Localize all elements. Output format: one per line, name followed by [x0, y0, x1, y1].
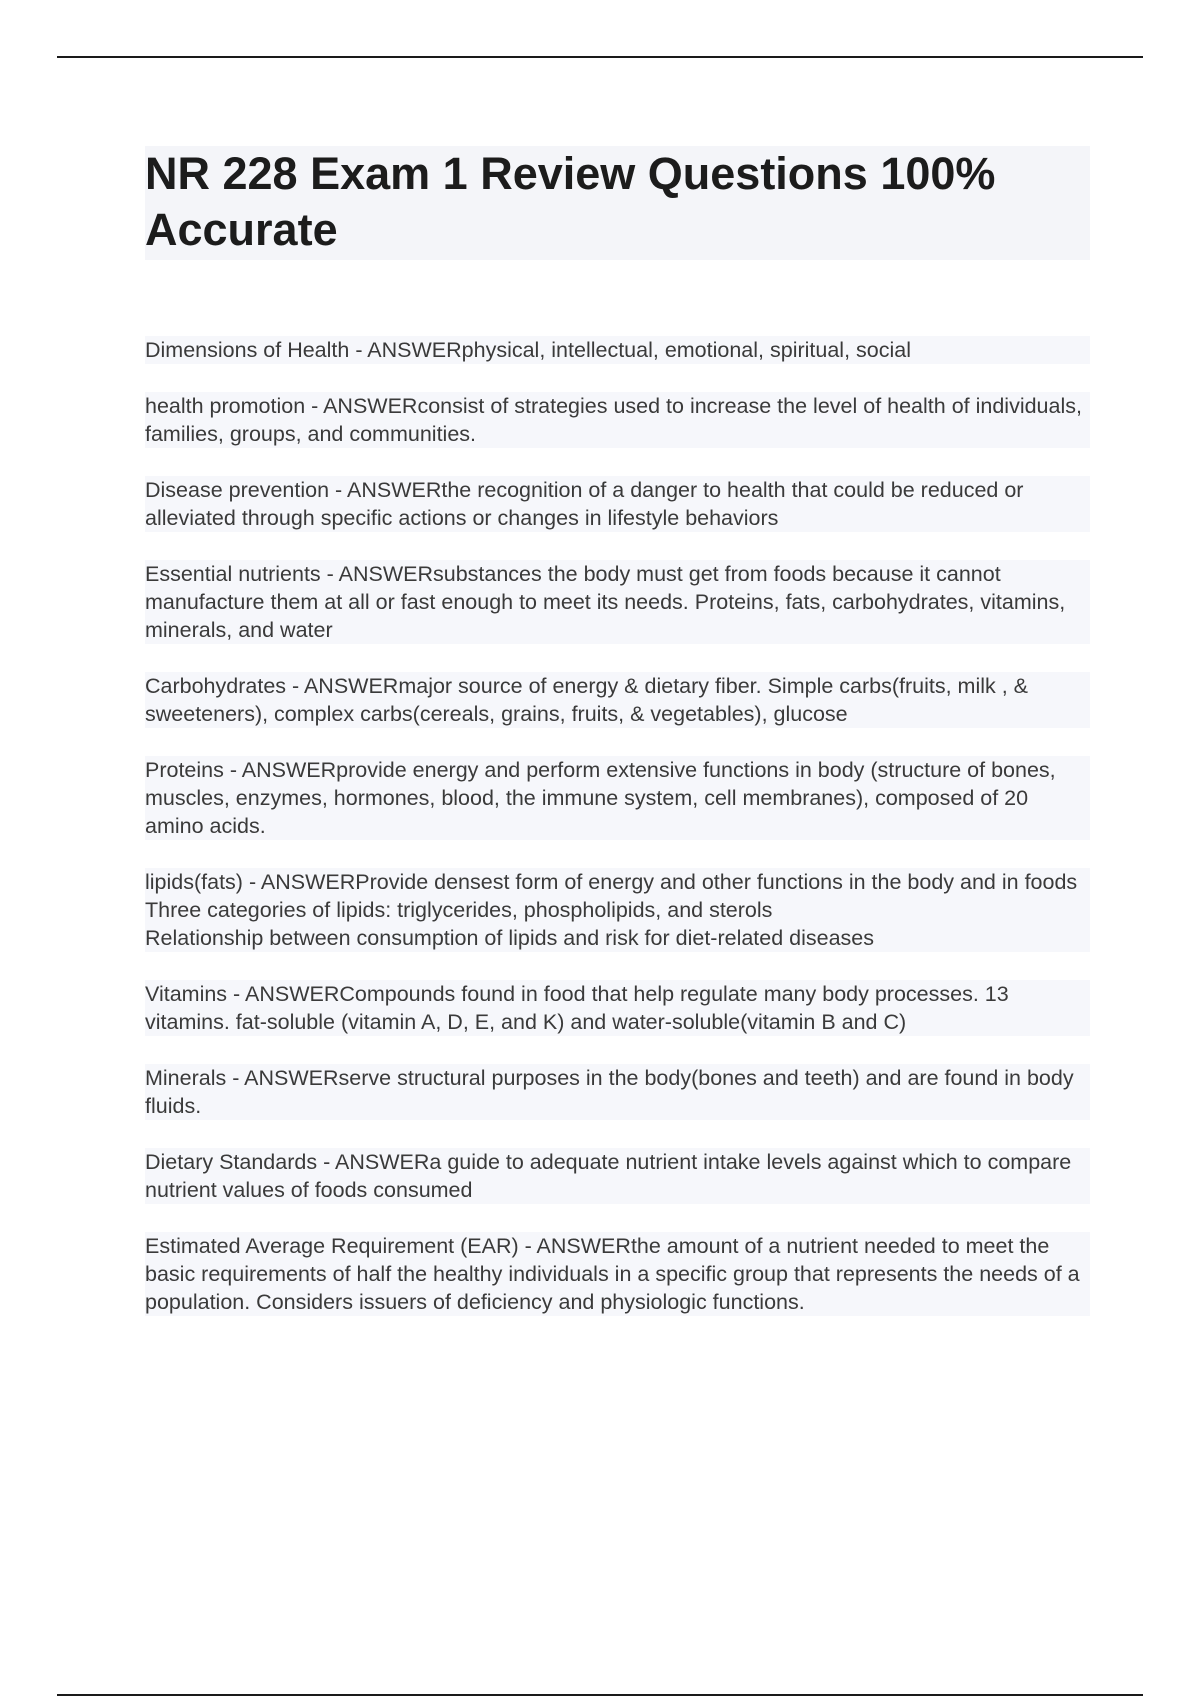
qa-term: health promotion	[145, 394, 306, 418]
qa-answer: Compounds found in food that help regulate many body processes. 13 vitamins. fat-soluble (vitamin A, D, E, and K) and water-soluble(vitamin B and C)	[145, 982, 1009, 1034]
qa-separator: - ANSWER	[227, 982, 340, 1006]
bottom-rule	[57, 1694, 1143, 1696]
qa-answer: consist of strategies used to increase the level of health of individuals, families, groups, and communities.	[145, 394, 1082, 446]
qa-term: Vitamins	[145, 982, 228, 1006]
qa-item	[145, 672, 1090, 728]
document-body	[145, 146, 1090, 1344]
qa-term: Estimated Average Requirement (EAR)	[145, 1234, 519, 1258]
qa-answer: serve structural purposes in the body(bones and teeth) and are found in body fluids.	[145, 1066, 1074, 1118]
qa-term: Disease prevention	[145, 478, 330, 502]
qa-term: Essential nutrients	[145, 562, 321, 586]
qa-item	[145, 756, 1090, 840]
qa-answer: provide energy and perform extensive functions in body (structure of bones, muscles, enzymes, hormones, blood, the immune system, cell membranes), composed of 20 amino acids.	[145, 758, 1056, 838]
qa-item	[145, 560, 1090, 644]
qa-term: Minerals	[145, 1066, 227, 1090]
qa-separator: - ANSWER	[286, 674, 399, 698]
qa-item	[145, 980, 1090, 1036]
qa-term: Dietary Standards	[145, 1150, 318, 1174]
qa-term: Dimensions of Health	[145, 338, 350, 362]
qa-separator: - ANSWER	[317, 1150, 430, 1174]
qa-item	[145, 1232, 1090, 1316]
qa-list	[145, 336, 1090, 1316]
qa-term: Proteins	[145, 758, 224, 782]
qa-separator: - ANSWER	[242, 870, 356, 894]
qa-separator: - ANSWER	[349, 338, 462, 362]
qa-answer: the amount of a nutrient needed to meet the basic requirements of half the healthy individuals in a specific group that represents the needs of a population. Considers issuers of deficiency and physiologic functions.	[145, 1234, 1080, 1314]
qa-item	[145, 476, 1090, 532]
qa-answer: the recognition of a danger to health that could be reduced or alleviated through specific actions or changes in lifestyle behaviors	[145, 478, 1024, 530]
qa-term: Carbohydrates	[145, 674, 287, 698]
qa-item	[145, 336, 1090, 364]
qa-separator: - ANSWER	[320, 562, 433, 586]
qa-answer: substances the body must get from foods because it cannot manufacture them at all or fast enough to meet its needs. Proteins, fats, carbohydrates, vitamins, minerals, and water	[145, 562, 1066, 642]
qa-answer: a guide to adequate nutrient intake levels against which to compare nutrient values of foods consumed	[145, 1150, 1072, 1202]
qa-term: lipids(fats)	[145, 870, 243, 894]
qa-separator: - ANSWER	[226, 1066, 339, 1090]
qa-item	[145, 1148, 1090, 1204]
qa-answer: physical, intellectual, emotional, spiritual, social	[461, 338, 911, 362]
qa-item	[145, 1064, 1090, 1120]
qa-separator: - ANSWER	[305, 394, 418, 418]
qa-answer: Provide densest form of energy and other functions in the body and in foods Three categories of lipids: triglycerides, phospholipids, and sterols Relationship between consumption of lipids and risk for diet-related diseases	[145, 870, 1078, 950]
qa-item	[145, 392, 1090, 448]
qa-separator: - ANSWER	[518, 1234, 631, 1258]
top-rule	[57, 56, 1143, 58]
qa-item	[145, 868, 1090, 952]
qa-answer: major source of energy & dietary fiber. Simple carbs(fruits, milk , & sweeteners), complex carbs(cereals, grains, fruits, & vegetables), glucose	[145, 674, 1029, 726]
document-title: NR 228 Exam 1 Review Questions 100% Accurate	[145, 146, 1090, 260]
qa-separator: - ANSWER	[329, 478, 442, 502]
qa-separator: - ANSWER	[223, 758, 337, 782]
